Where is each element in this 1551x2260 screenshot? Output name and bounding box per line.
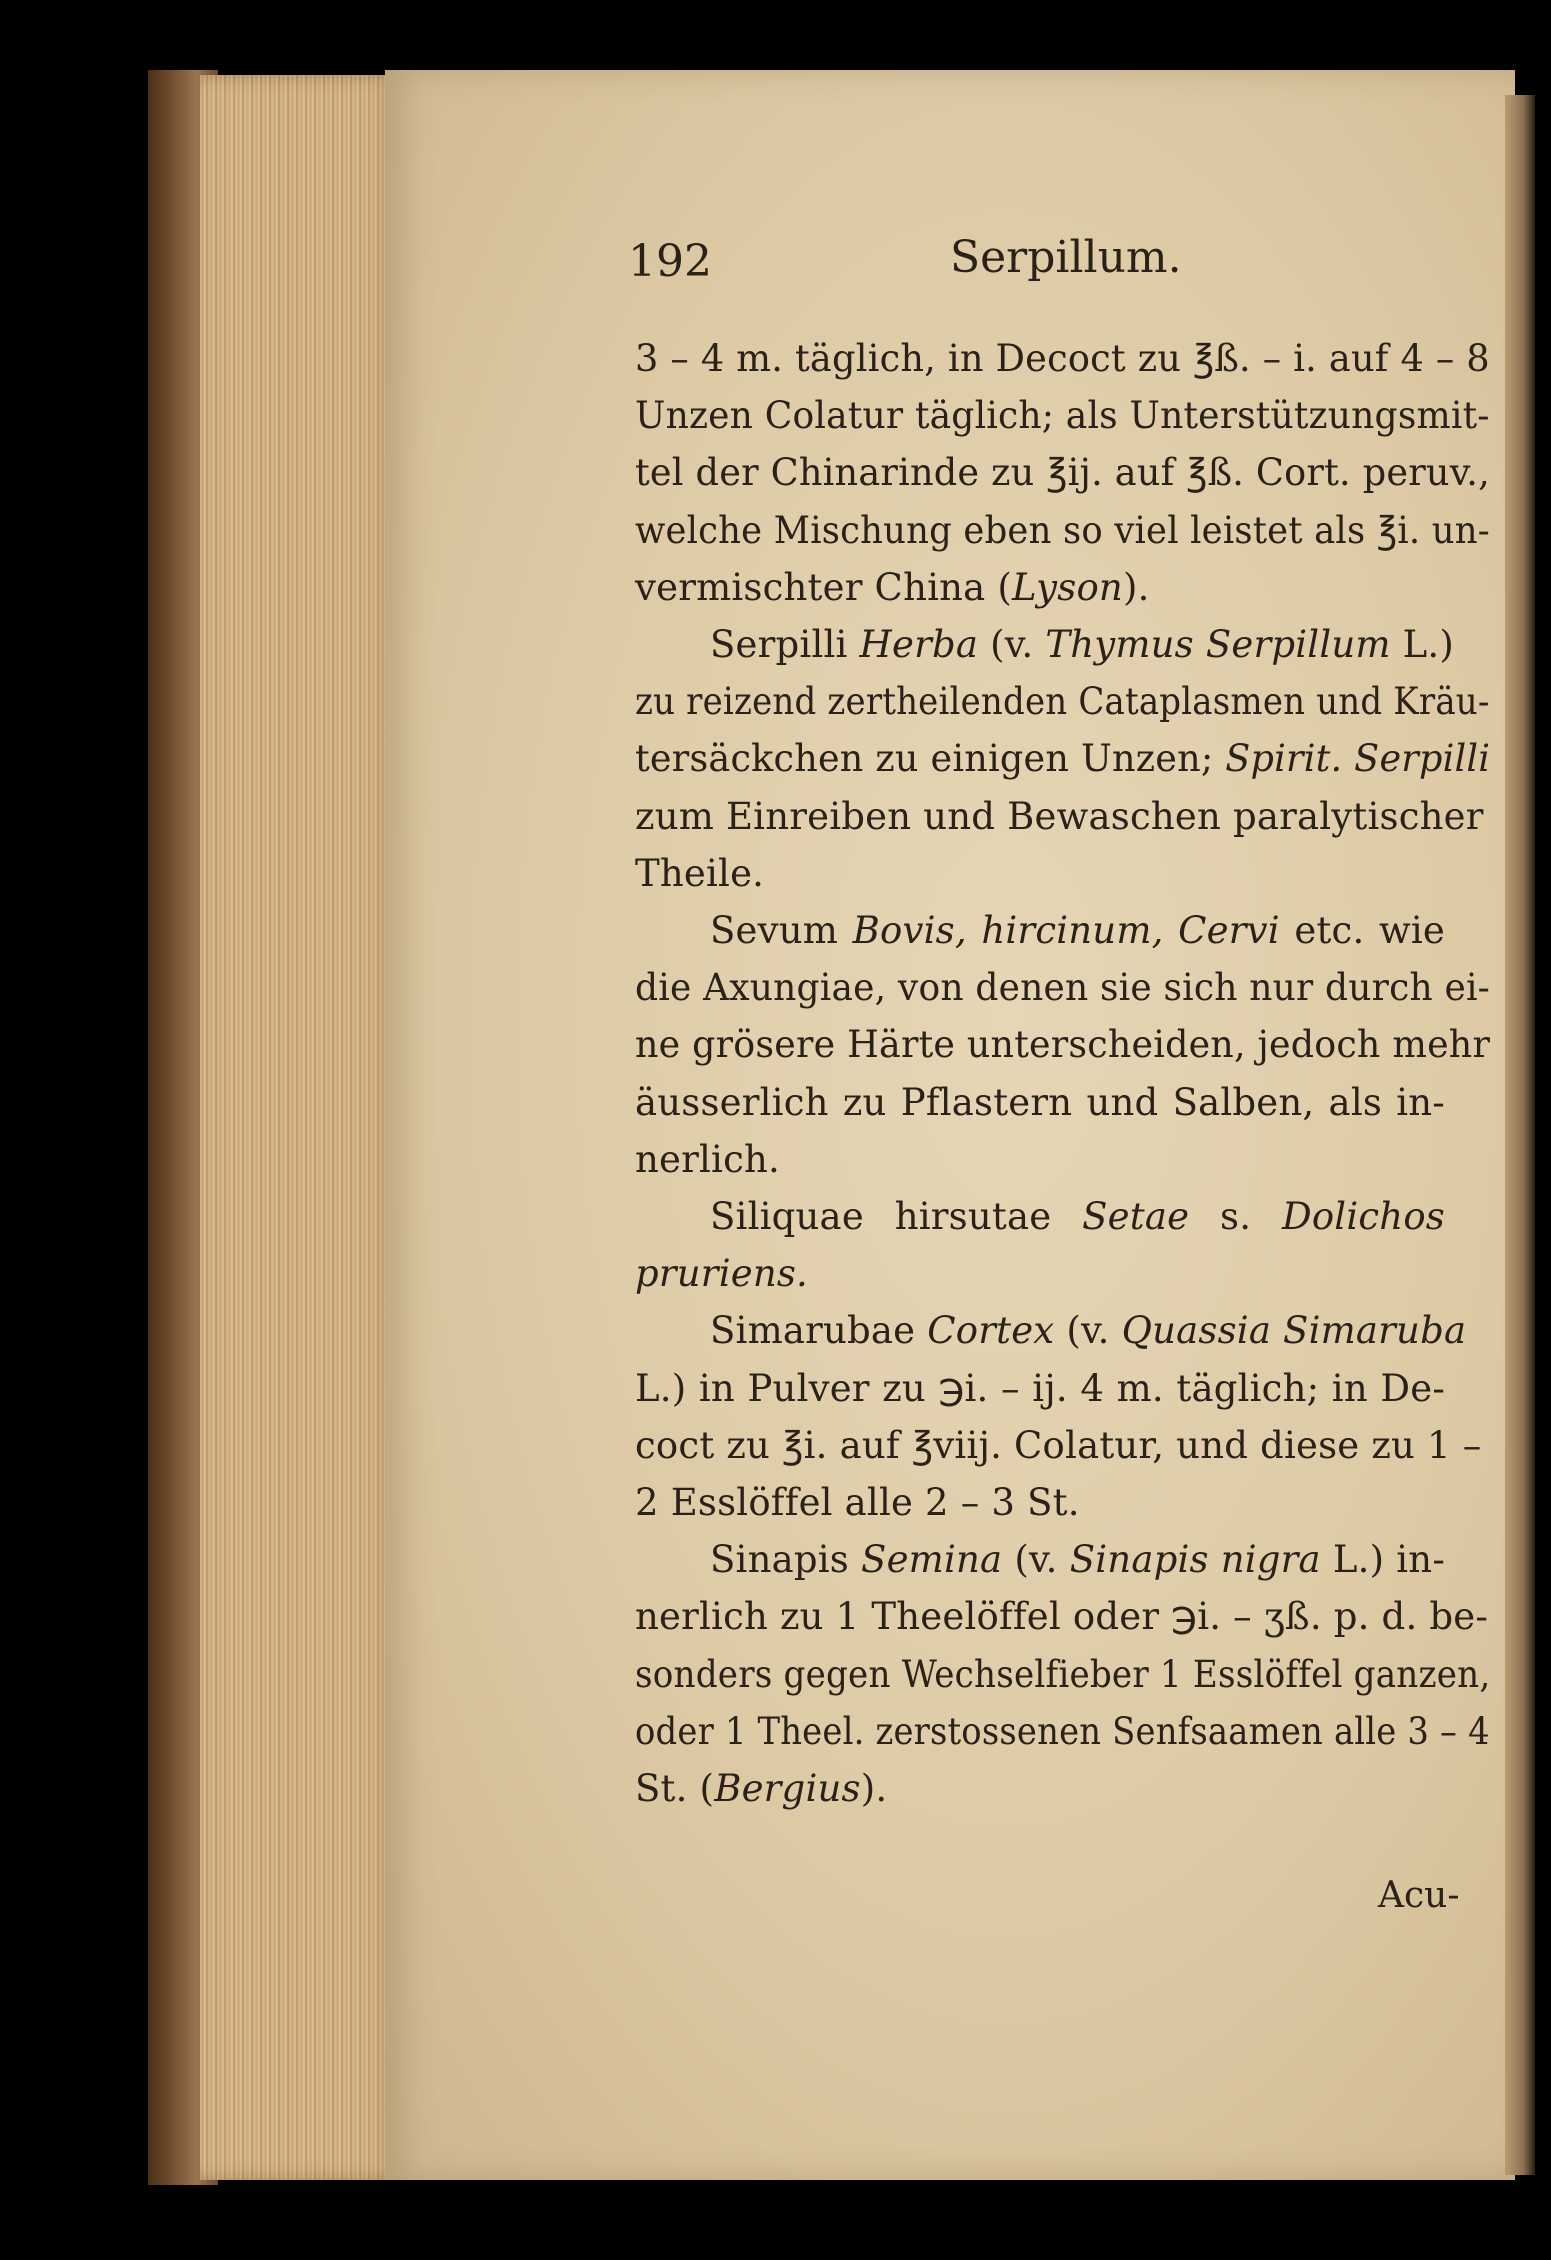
roman-text: etc. wie [1279, 909, 1445, 952]
italic-text: Thymus Serpillum [1045, 623, 1391, 666]
roman-text: zum Einreiben und Bewaschen paralytischer [635, 795, 1484, 838]
text-line [710, 623, 1454, 666]
roman-text: ne grösere Härte unterscheiden, jedoch mehr [635, 1023, 1491, 1066]
text-line [635, 737, 1491, 780]
roman-text: 2 Esslöffel alle 2 – 3 St. [635, 1481, 1080, 1524]
italic-text: Dolichos [1281, 1195, 1445, 1238]
text-line [635, 1767, 888, 1810]
roman-text: nerlich. [635, 1138, 780, 1181]
text-line [710, 1195, 1445, 1238]
roman-text: äusserlich zu Pflastern und Salben, als in- [635, 1081, 1445, 1124]
text-line [635, 680, 1490, 723]
roman-text: ). [1122, 566, 1150, 609]
page-number: 192 [628, 236, 712, 287]
text-line [635, 509, 1490, 552]
text-line [710, 1538, 1446, 1581]
text-line [635, 795, 1484, 838]
roman-text: (v. [978, 623, 1046, 666]
roman-text: Sinapis [710, 1538, 862, 1581]
text-line [635, 451, 1490, 494]
text-line [635, 1138, 780, 1181]
italic-text: Sinapis nigra [1069, 1538, 1321, 1581]
roman-text: 3 – 4 m. täglich, in Decoct zu ℥ß. – i. auf 4 – 8 [635, 337, 1490, 380]
roman-text: die Axungiae, von denen sie sich nur durch ei- [635, 966, 1491, 1009]
roman-text: s. [1189, 1195, 1282, 1238]
roman-text: Theile. [635, 852, 765, 895]
italic-text: Bovis, hircinum, Cervi [852, 909, 1280, 952]
page-gutter-edge [1505, 95, 1535, 2175]
italic-text: Spirit. Serpilli [1225, 737, 1491, 780]
text-line [635, 1595, 1489, 1638]
roman-text: Simarubae [710, 1309, 928, 1352]
text-line [635, 1424, 1482, 1467]
text-line [635, 1023, 1491, 1066]
italic-text: Semina [861, 1538, 1003, 1581]
roman-text: tersäckchen zu einigen Unzen; [635, 737, 1226, 780]
italic-text: pruriens. [635, 1252, 808, 1295]
text-line [635, 1252, 808, 1295]
text-line [635, 1367, 1446, 1410]
roman-text: L.) in Pulver zu ℈i. – ij. 4 m. täglich; in De- [635, 1367, 1446, 1410]
roman-text: Siliquae hirsutae [710, 1195, 1083, 1238]
roman-text: St. ( [635, 1767, 715, 1810]
text-line [635, 966, 1491, 1009]
roman-text: vermischter China ( [635, 566, 1013, 609]
text-line [710, 1309, 1467, 1352]
roman-text: coct zu ℥i. auf ℥viij. Colatur, und diese zu 1 – [635, 1424, 1482, 1467]
italic-text: Lyson [1012, 566, 1123, 609]
roman-text: sonders gegen Wechselfieber 1 Esslöffel ganzen, [635, 1653, 1491, 1696]
catchword: Acu- [1378, 1875, 1460, 1916]
roman-text: Sevum [710, 909, 853, 952]
roman-text: (v. [1054, 1309, 1122, 1352]
roman-text: Unzen Colatur täglich; als Unterstützungsmit- [635, 394, 1490, 437]
roman-text: L.) in- [1320, 1538, 1446, 1581]
text-line [635, 566, 1150, 609]
running-head: Serpillum. [950, 232, 1182, 283]
roman-text: tel der Chinarinde zu ℥ij. auf ℥ß. Cort. peruv., [635, 451, 1490, 494]
roman-text: oder 1 Theel. zerstossenen Senfsaamen alle 3 – 4 [635, 1710, 1490, 1753]
text-line [710, 909, 1445, 952]
italic-text: Cortex [927, 1309, 1055, 1352]
text-line [635, 852, 765, 895]
text-line [635, 1081, 1445, 1124]
text-line [635, 1481, 1080, 1524]
roman-text: (v. [1002, 1538, 1070, 1581]
text-line [635, 394, 1490, 437]
text-line [635, 1653, 1491, 1696]
text-line [635, 337, 1490, 380]
roman-text: L.) [1390, 623, 1454, 666]
text-line [635, 1710, 1490, 1753]
roman-text: zu reizend zertheilenden Cataplasmen und Kräu- [635, 680, 1490, 723]
italic-text: Herba [859, 623, 979, 666]
italic-text: Quassia Simaruba [1121, 1309, 1467, 1352]
roman-text: welche Mischung eben so viel leistet als ℥i. un- [635, 509, 1490, 552]
roman-text: Serpilli [710, 623, 860, 666]
book-page [385, 70, 1515, 2180]
roman-text: nerlich zu 1 Theelöffel oder ℈i. – ʒß. p. d. be- [635, 1595, 1489, 1638]
italic-text: Setae [1082, 1195, 1190, 1238]
roman-text: ). [860, 1767, 888, 1810]
page-edges [200, 75, 400, 2180]
italic-text: Bergius [714, 1767, 861, 1810]
